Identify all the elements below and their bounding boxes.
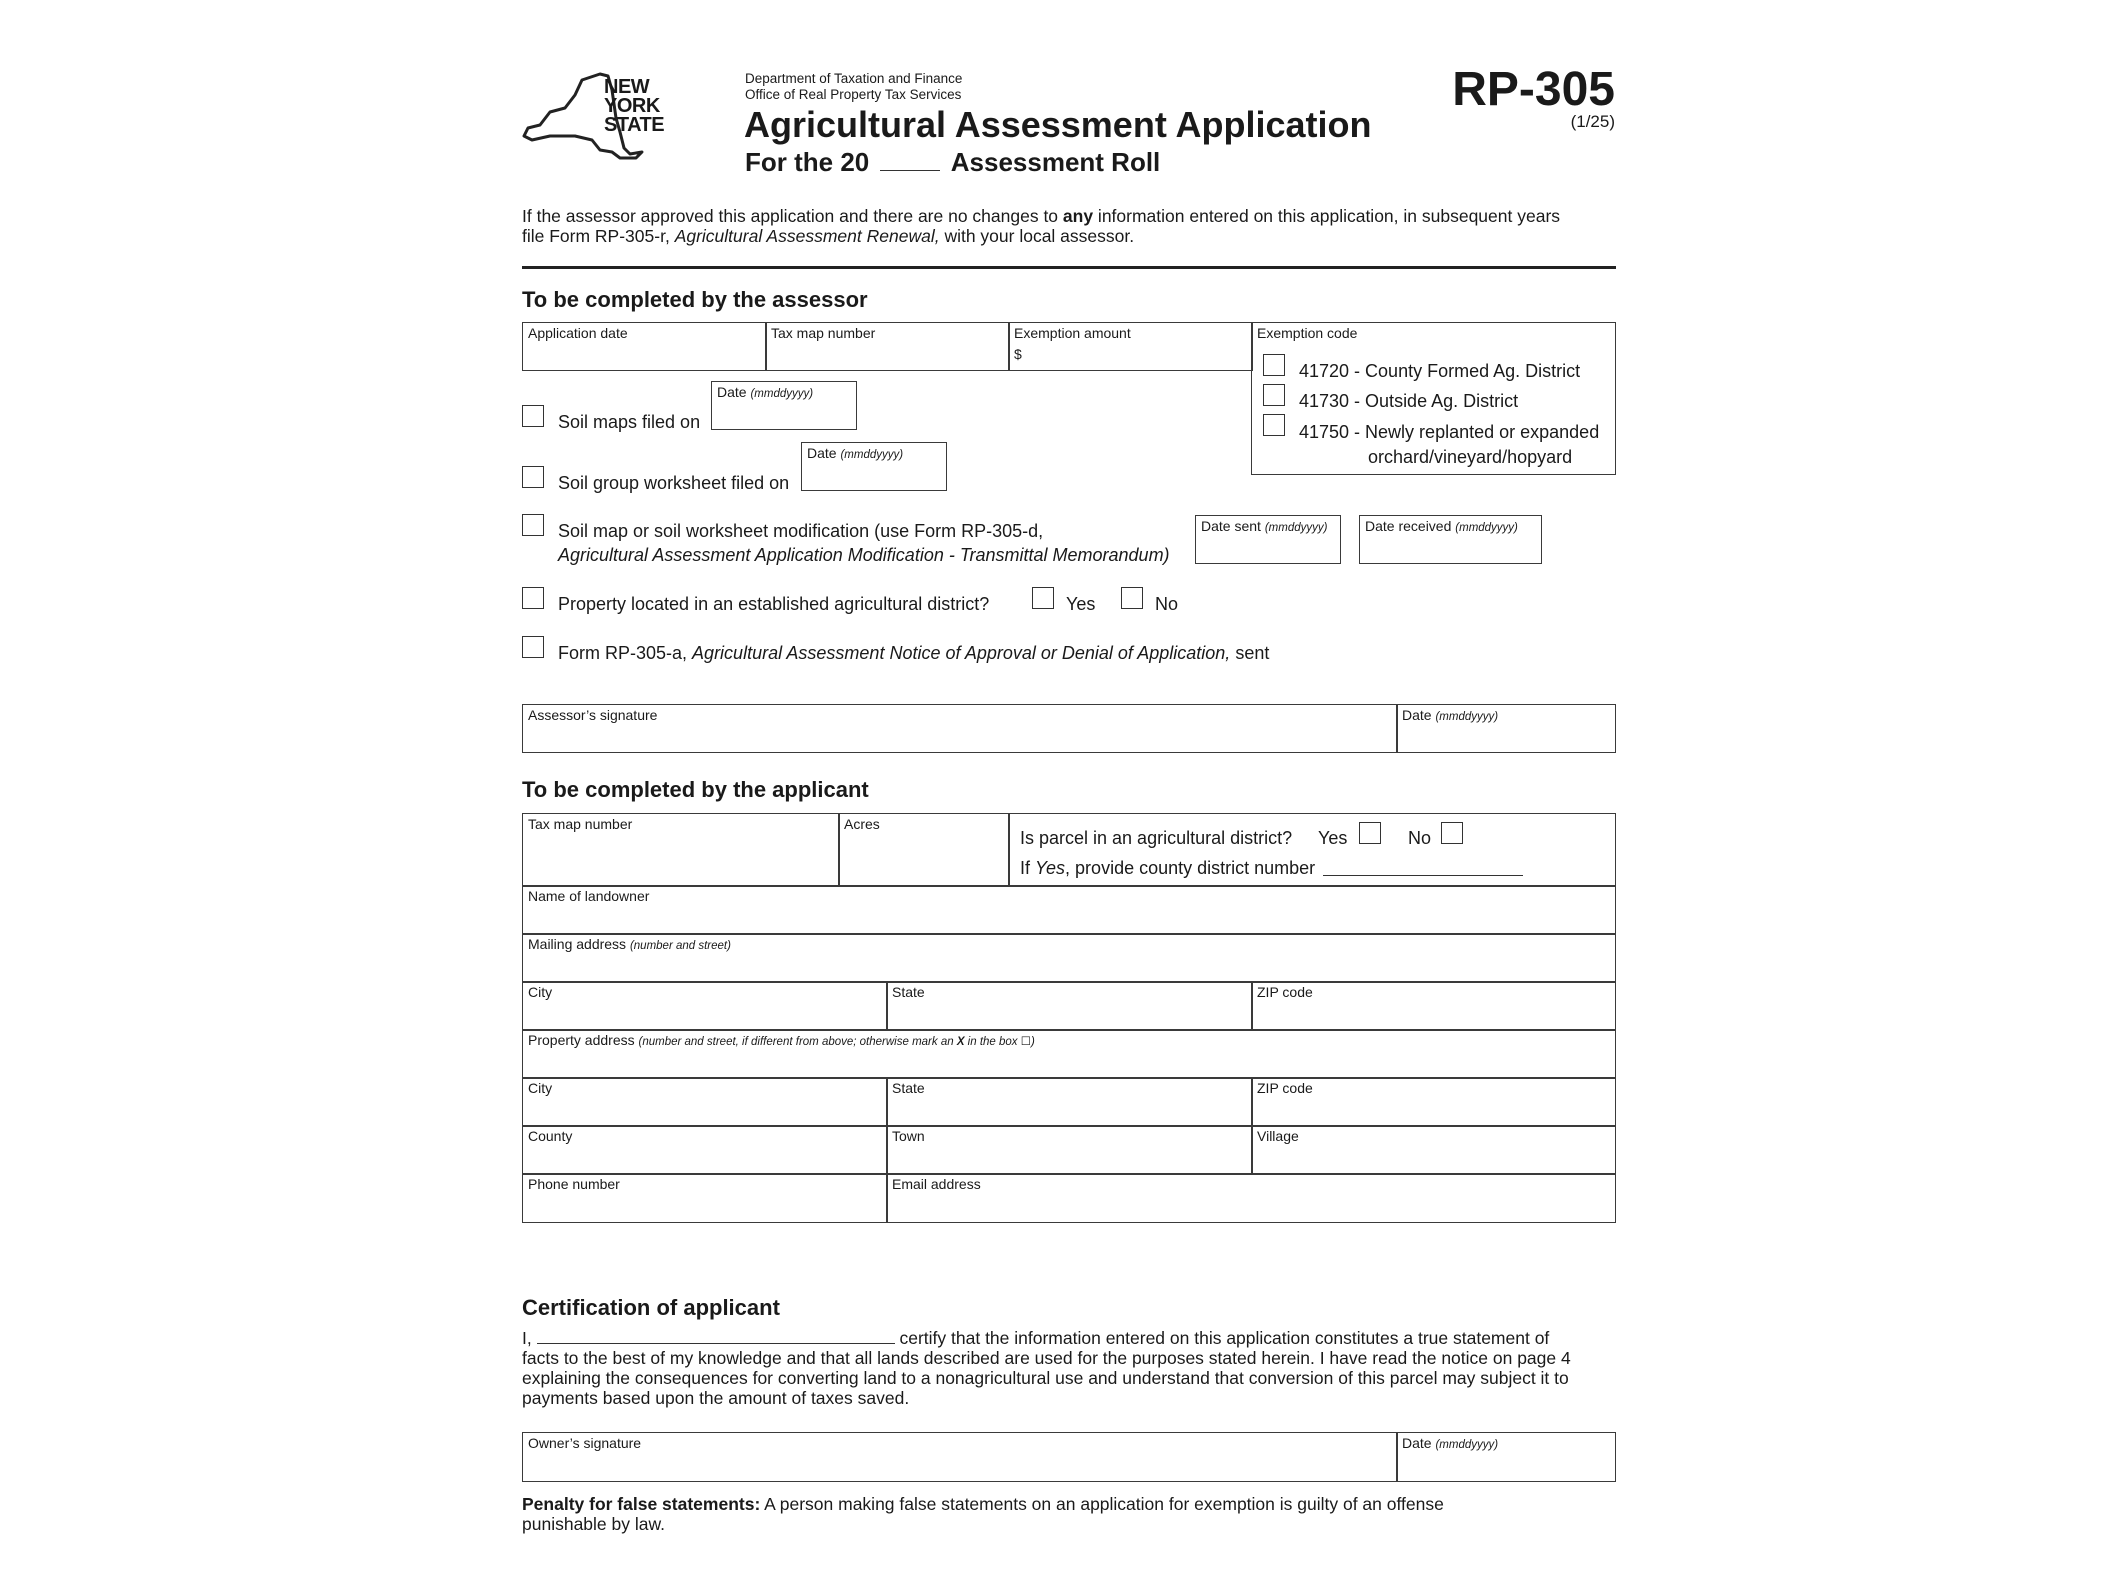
town-field[interactable]: Town <box>886 1125 1253 1175</box>
property-state-field[interactable]: State <box>886 1077 1253 1127</box>
assessor-section-heading: To be completed by the assessor <box>522 287 868 312</box>
code-41720-checkbox[interactable] <box>1263 354 1285 376</box>
code-41720-label: 41720 - County Formed Ag. District <box>1299 361 1581 381</box>
property-city-field[interactable]: City <box>522 1077 888 1127</box>
code-41750-checkbox[interactable] <box>1263 414 1285 436</box>
form-number: RP-305 <box>1452 63 1615 116</box>
roll-year-field[interactable] <box>880 146 940 171</box>
subtitle-suffix: Assessment Roll <box>950 147 1161 177</box>
divider <box>522 266 1616 269</box>
form-title: Agricultural Assessment Application <box>744 104 1372 145</box>
applicant-name-field[interactable] <box>537 1327 895 1344</box>
parcel-no-checkbox[interactable] <box>1441 822 1463 844</box>
ag-district-no-label: No <box>1155 594 1179 614</box>
intro-text: If the assessor approved this application and there are no changes to any information entered on this application, in subsequent years file Form RP-305-r, Agricultural Assessment Renewal, with your local assessor. <box>522 206 1561 246</box>
nys-logo <box>520 70 670 165</box>
soil-group-label: Soil group worksheet filed on <box>558 473 790 493</box>
date-sent-field[interactable]: Date sent (mmddyyyy) <box>1195 515 1341 564</box>
penalty-text: Penalty for false statements: A person making false statements on an application for exemption is guilty of an offense punishable by law. <box>522 1494 1444 1534</box>
parcel-yes-label: Yes <box>1318 828 1348 848</box>
soil-group-checkbox[interactable] <box>522 466 544 488</box>
logo-line-2: YORK <box>604 95 660 117</box>
mailing-address-field[interactable]: Mailing address (number and street) <box>522 933 1616 983</box>
logo-line-3: STATE <box>604 114 665 136</box>
notice-sent-checkbox[interactable] <box>522 636 544 658</box>
parcel-yes-checkbox[interactable] <box>1359 822 1381 844</box>
county-district-prompt: If Yes, provide county district number <box>1020 858 1316 878</box>
soil-maps-label: Soil maps filed on <box>558 412 701 432</box>
ag-district-question: Property located in an established agricultural district? <box>558 594 990 614</box>
certification-text: I, certify that the information entered on this application constitutes a true statement of facts to the best of my knowledge and that all lands described are used for the purposes stated herein. I have read the notice on page 4 explaining the consequences for converting land to a nonagricultural use and understand that conversion of this parcel may subject it to payments based upon the amount of taxes saved. <box>522 1328 1571 1408</box>
modification-label-line1: Soil map or soil worksheet modification (use Form RP-305-d, <box>558 521 1044 541</box>
code-41750-label-line2: orchard/vineyard/hopyard <box>1368 447 1573 467</box>
code-41730-checkbox[interactable] <box>1263 384 1285 406</box>
exemption-amount-field[interactable]: Exemption amount $ <box>1008 322 1253 371</box>
owner-signature-date-field[interactable]: Date (mmddyyyy) <box>1396 1432 1616 1482</box>
county-district-number-field[interactable] <box>1323 875 1523 876</box>
parcel-no-label: No <box>1408 828 1432 848</box>
ag-district-yes-label: Yes <box>1066 594 1096 614</box>
mailing-zip-field[interactable]: ZIP code <box>1251 981 1616 1031</box>
exemption-code-box: Exemption code <box>1251 322 1616 475</box>
modification-label-line2: Agricultural Assessment Application Modification - Transmittal Memorandum) <box>558 545 1170 565</box>
code-41730-label: 41730 - Outside Ag. District <box>1299 391 1519 411</box>
subtitle-prefix: For the 20 <box>745 147 870 177</box>
ag-district-yes-checkbox[interactable] <box>1032 587 1054 609</box>
soil-group-date-field[interactable]: Date (mmddyyyy) <box>801 442 947 491</box>
soil-maps-checkbox[interactable] <box>522 405 544 427</box>
ag-district-checkbox[interactable] <box>522 587 544 609</box>
form-subtitle <box>745 146 1160 178</box>
form-revision: (1/25) <box>1570 112 1615 131</box>
ag-district-no-checkbox[interactable] <box>1121 587 1143 609</box>
assessor-signature-date-field[interactable]: Date (mmddyyyy) <box>1396 704 1616 753</box>
property-zip-field[interactable]: ZIP code <box>1251 1077 1616 1127</box>
county-field[interactable]: County <box>522 1125 888 1175</box>
owner-signature-field[interactable]: Owner’s signature <box>522 1432 1398 1482</box>
notice-sent-label: Form RP-305-a, Agricultural Assessment Notice of Approval or Denial of Application, sent <box>558 643 1270 663</box>
modification-checkbox[interactable] <box>522 514 544 536</box>
code-41750-label: 41750 - Newly replanted or expanded <box>1299 422 1600 442</box>
date-received-field[interactable]: Date received (mmddyyyy) <box>1359 515 1542 564</box>
applicant-tax-map-field[interactable]: Tax map number <box>522 813 840 887</box>
department-line-2: Office of Real Property Tax Services <box>745 87 962 102</box>
phone-field[interactable]: Phone number <box>522 1173 888 1223</box>
acres-field[interactable]: Acres <box>838 813 1010 887</box>
email-field[interactable]: Email address <box>886 1173 1616 1223</box>
assessor-signature-field[interactable]: Assessor’s signature <box>522 704 1398 753</box>
applicant-section-heading: To be completed by the applicant <box>522 777 869 802</box>
village-field[interactable]: Village <box>1251 1125 1616 1175</box>
parcel-district-question: Is parcel in an agricultural district? <box>1020 828 1293 848</box>
logo-line-1: NEW <box>604 76 650 98</box>
soil-maps-date-field[interactable]: Date (mmddyyyy) <box>711 381 857 430</box>
landowner-name-field[interactable]: Name of landowner <box>522 885 1616 935</box>
mailing-state-field[interactable]: State <box>886 981 1253 1031</box>
mailing-city-field[interactable]: City <box>522 981 888 1031</box>
property-address-field[interactable]: Property address (number and street, if different from above; otherwise mark an X in the box ☐) <box>522 1029 1616 1079</box>
department-line-1: Department of Taxation and Finance <box>745 71 963 86</box>
application-date-field[interactable]: Application date <box>522 322 767 371</box>
certification-heading: Certification of applicant <box>522 1295 780 1320</box>
assessor-tax-map-field[interactable]: Tax map number <box>765 322 1010 371</box>
